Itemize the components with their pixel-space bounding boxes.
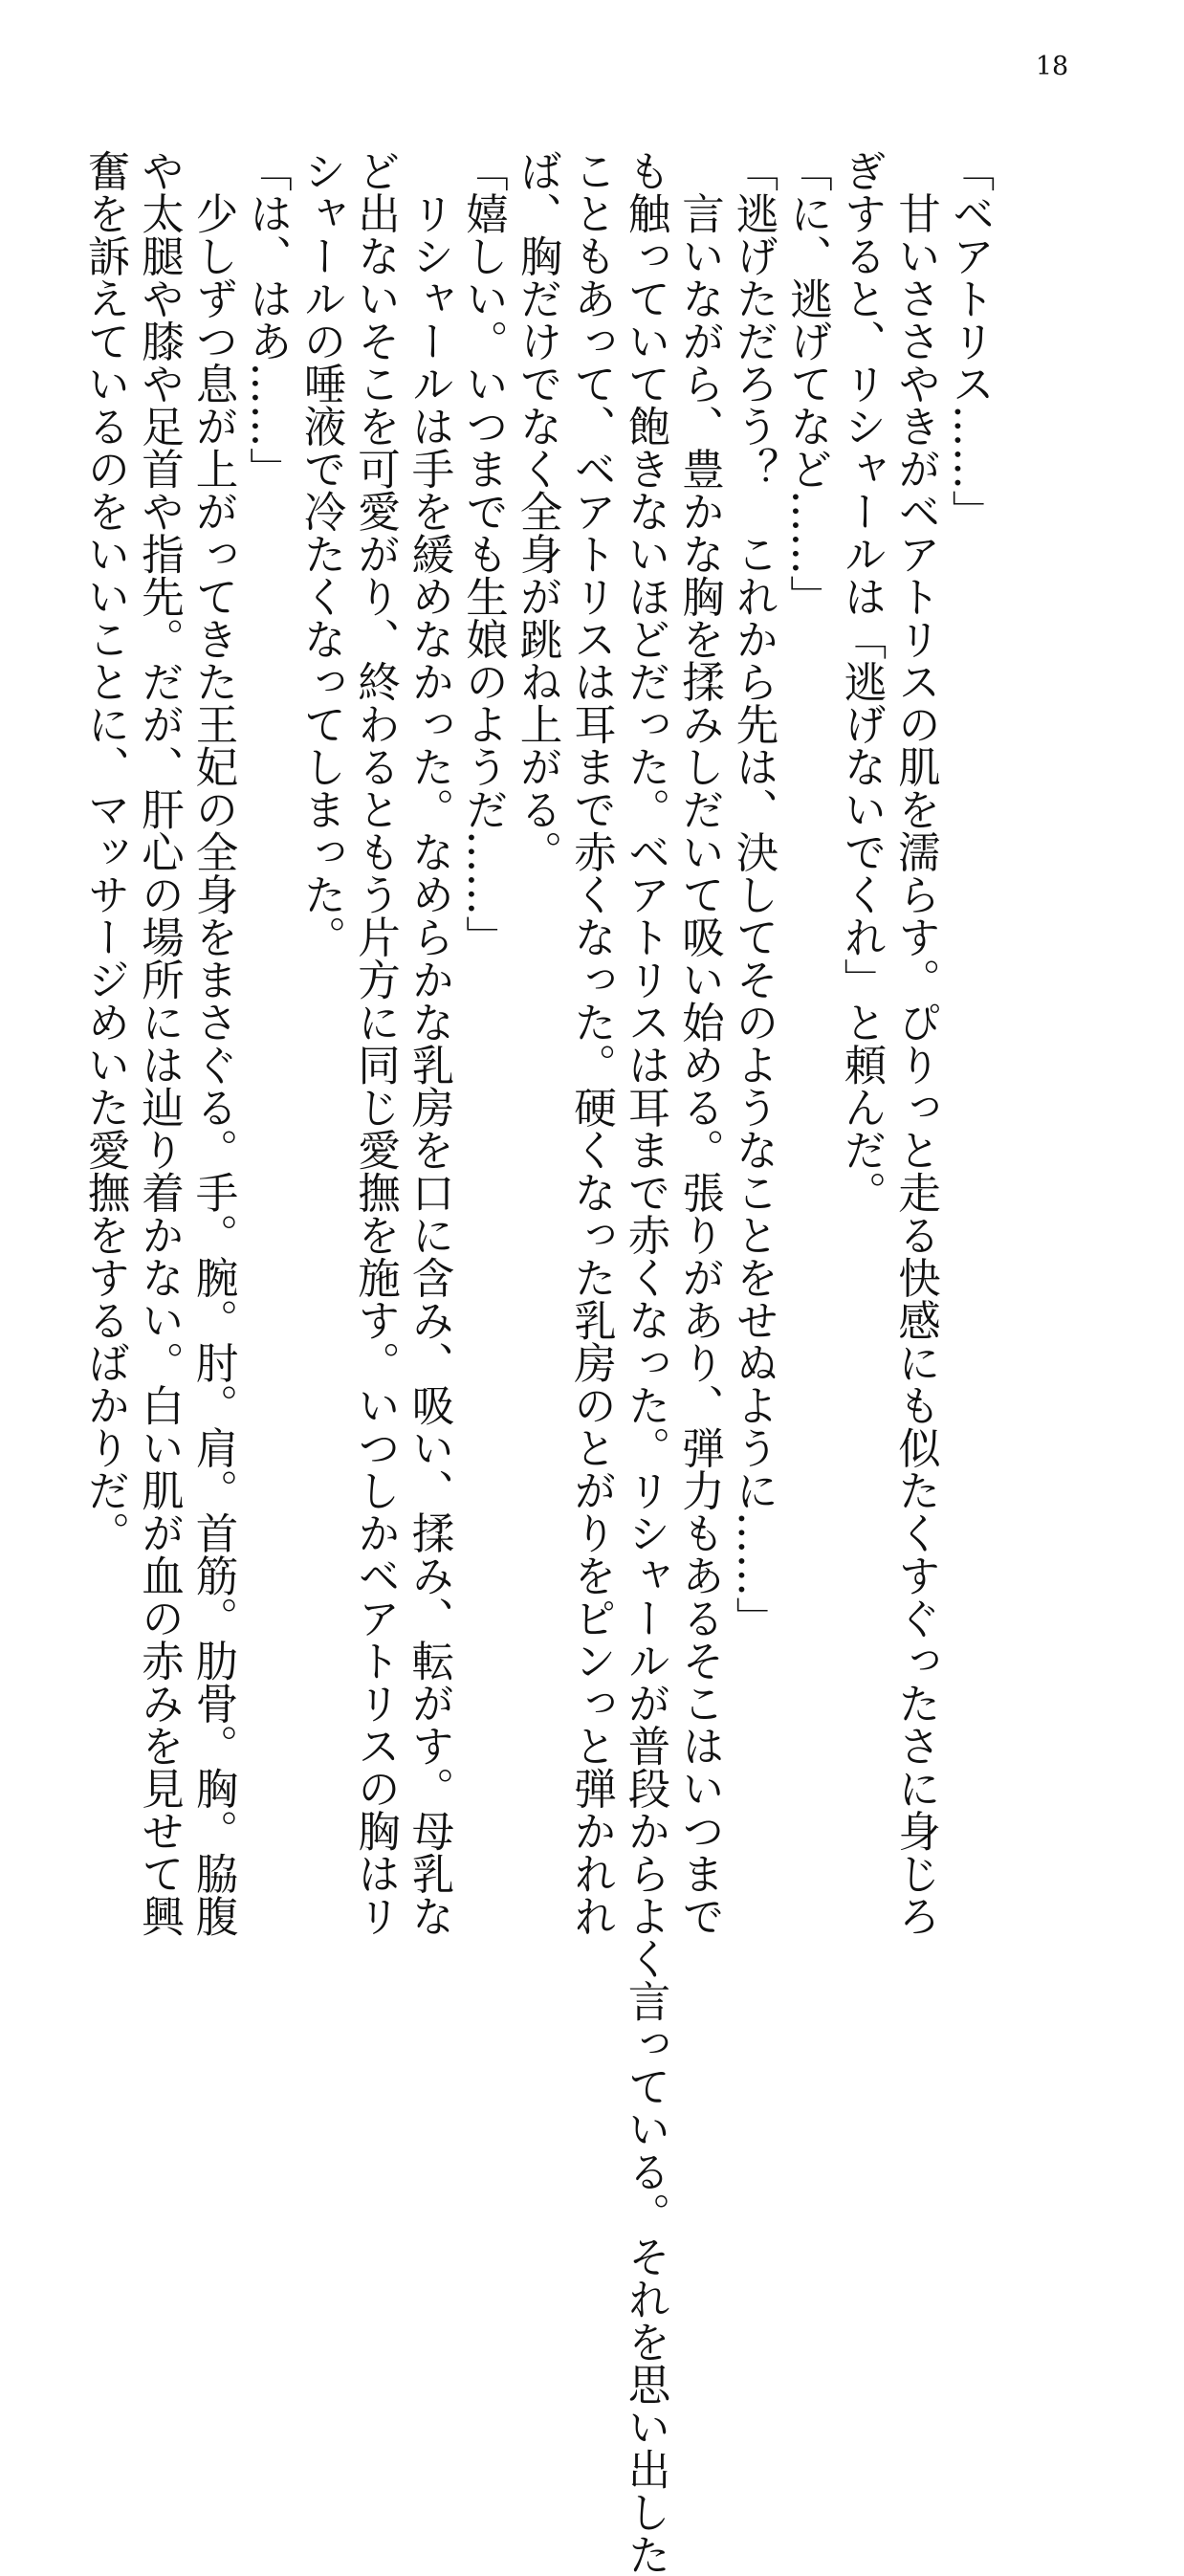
text-line: ど出ないそこを可愛がり、終わるともう片方に同じ愛撫を施す。いつしかベアトリスの胸はリ [350,149,400,1937]
text-line: 「は、はあ……」 [242,149,292,490]
text-line: 甘いささやきがベアトリスの肌を濡らす。ぴりっと走る快感にも似たくすぐったさに身じろ [890,149,940,1937]
text-line: ぎすると、リシャールは「逃げないでくれ」と頼んだ。 [837,149,886,1214]
text-line: や太腿や膝や足首や指先。だが、肝心の場所には辿り着かない。白い肌が血の赤みを見せて興 [134,149,184,1937]
text-line: 「嬉しい。いつまでも生娘のようだ……」 [458,149,508,958]
text-line: シャールの唾液で冷たくなってしまった。 [296,149,345,958]
text-line: ば、胸だけでなく全身が跳ね上がる。 [513,149,561,873]
text-line: こともあって、ベアトリスは耳まで赤くなった。硬くなった乳房のとがりをピンっと弾かれれ [566,149,616,1937]
text-line: 「ベアトリス……」 [945,149,994,533]
text-line: 少しずつ息が上がってきた王妃の全身をまさぐる。手。腕。肘。肩。首筋。肋骨。胸。脇腹 [188,149,237,1937]
text-line: 言いながら、豊かな胸を揉みしだいて吸い始める。張りがあり、弾力もあるそこはいつまで [674,149,724,1937]
text-line: リシャールは手を緩めなかった。なめらかな乳房を口に含み、吸い、揉み、転がす。母乳な [405,149,453,1937]
text-line: 「逃げただろう？ これから先は、決してそのようなことをせぬように……」 [729,149,778,1640]
body-text [77,149,997,2576]
text-line: も触っていて飽きないほどだった。ベアトリスは耳まで赤くなった。リシャールが普段からよく言っている。それを思い出した [621,149,669,2576]
page-number: 18 [1035,52,1069,81]
text-line: 奮を訴えているのをいいことに、マッサージめいた愛撫をするばかりだ。 [80,149,129,1554]
text-line: 「に、逃げてなど……」 [782,149,832,618]
